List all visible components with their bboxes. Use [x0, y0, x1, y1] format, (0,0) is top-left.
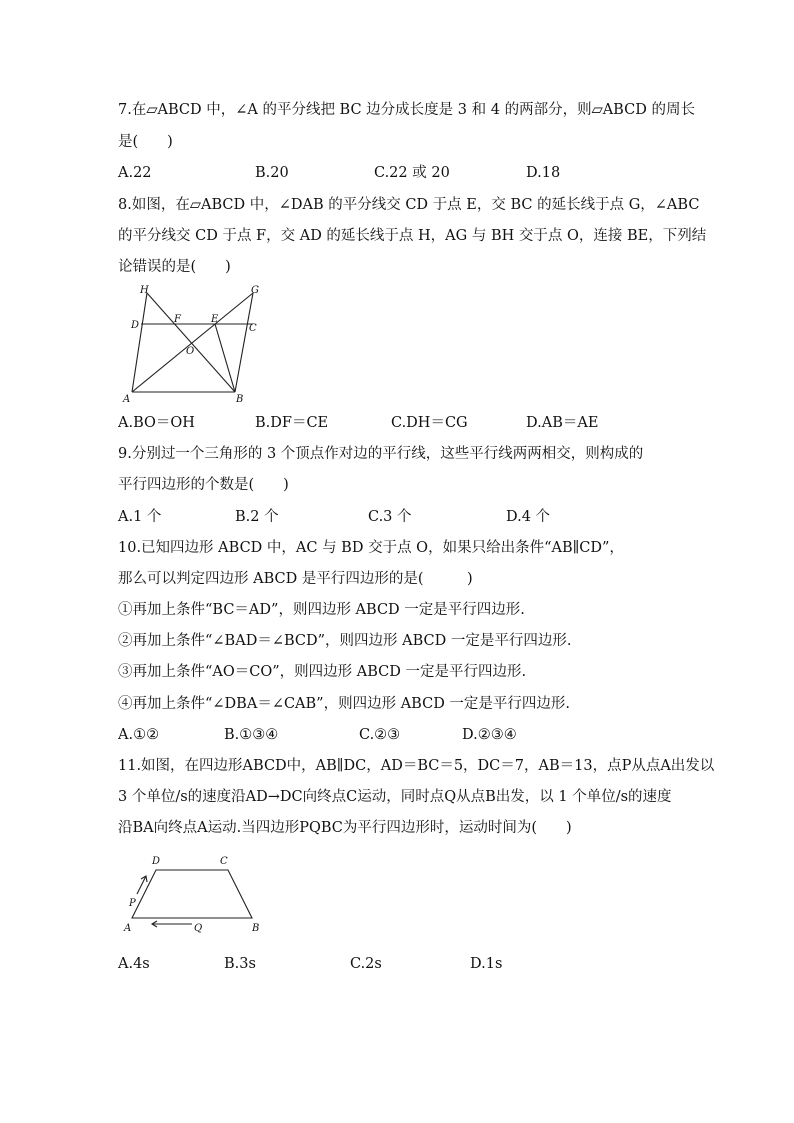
q11-option-d: D.1s	[470, 956, 503, 972]
q8-label-g: G	[251, 285, 259, 296]
q10-option-d: D.②③④	[462, 727, 517, 743]
q8-label-e: E	[211, 314, 219, 325]
q7-option-d: D.18	[526, 165, 561, 181]
q11-label-p: P	[129, 898, 136, 909]
q11-label-q: Q	[194, 923, 203, 934]
q7-option-b: B.20	[255, 165, 289, 181]
q8-label-f: F	[174, 314, 181, 325]
q11-stem-line-1: 11.如图，在四边形ABCD中，AB∥DC，AD＝BC＝5，DC＝7，AB＝13，点P从点A出发以	[118, 758, 715, 774]
q11-stem-line-3: 沿BA向终点A运动.当四边形PQBC为平行四边形时，运动时间为( )	[118, 820, 572, 836]
q10-option-b: B.①③④	[224, 727, 279, 743]
q10-item-2: ②再加上条件“∠BAD＝∠BCD”，则四边形 ABCD 一定是平行四边形.	[118, 633, 572, 649]
q8-stem-line-2: 的平分线交 CD 于点 F，交 AD 的延长线于点 H，AG 与 BH 交于点 O，连接 BE，下列结	[118, 228, 707, 244]
q8-segment-BH	[147, 293, 235, 392]
q9-option-a: A.1 个	[118, 509, 162, 525]
q7-option-a: A.22	[118, 165, 152, 181]
q8-option-b: B.DF＝CE	[255, 415, 329, 431]
q10-stem-line-2: 那么可以判定四边形 ABCD 是平行四边形的是( )	[118, 571, 473, 587]
q11-option-a: A.4s	[118, 956, 150, 972]
q8-option-a: A.BO＝OH	[118, 415, 195, 431]
q8-segment-AH	[132, 293, 147, 392]
q7-option-c: C.22 或 20	[374, 165, 450, 181]
q11-option-b: B.3s	[224, 956, 256, 972]
q10-option-a: A.①②	[118, 727, 160, 743]
q11-trapezoid-figure	[118, 852, 268, 936]
q10-item-1: ①再加上条件“BC＝AD”，则四边形 ABCD 一定是平行四边形.	[118, 602, 525, 618]
q8-option-d: D.AB＝AE	[526, 415, 599, 431]
q9-option-b: B.2 个	[235, 509, 279, 525]
q8-label-a: A	[123, 394, 131, 405]
q9-stem-line-1: 9.分别过一个三角形的 3 个顶点作对边的平行线，这些平行线两两相交，则构成的	[118, 446, 644, 462]
q8-label-d: D	[131, 320, 140, 331]
q9-option-c: C.3 个	[368, 509, 412, 525]
q11-stem-line-2: 3 个单位/s的速度沿AD→DC向终点C运动，同时点Q从点B出发，以 1 个单位/s的速度	[118, 789, 672, 805]
q10-stem-line-1: 10.已知四边形 ABCD 中，AC 与 BD 交于点 O，如果只给出条件“AB∥CD”，	[118, 540, 624, 556]
q8-option-c: C.DH＝CG	[391, 415, 468, 431]
q11-option-c: C.2s	[350, 956, 382, 972]
q8-label-b: B	[236, 394, 244, 405]
q7-stem-line-2: 是( )	[118, 134, 173, 150]
q11-label-c: C	[220, 856, 228, 867]
q11-label-d: D	[152, 856, 161, 867]
q7-stem-line-1: 7.在▱ABCD 中，∠A 的平分线把 BC 边分成长度是 3 和 4 的两部分，则▱ABCD 的周长	[118, 102, 695, 118]
q8-label-c: C	[249, 323, 257, 334]
q8-segment-BG	[235, 293, 253, 392]
q9-stem-line-2: 平行四边形的个数是( )	[118, 477, 289, 493]
q8-label-h: H	[140, 285, 149, 296]
q8-stem-line-3: 论错误的是( )	[118, 259, 231, 275]
q10-item-3: ③再加上条件“AO＝CO”，则四边形 ABCD 一定是平行四边形.	[118, 664, 527, 680]
q8-parallelogram-figure	[118, 282, 278, 408]
q8-segment-BE	[215, 324, 235, 392]
q9-option-d: D.4 个	[506, 509, 551, 525]
q8-stem-line-1: 8.如图，在▱ABCD 中，∠DAB 的平分线交 CD 于点 E，交 BC 的延长线于点 G，∠ABC	[118, 197, 700, 213]
q8-segment-AG	[132, 293, 253, 392]
q10-option-c: C.②③	[359, 727, 401, 743]
q11-label-b: B	[252, 923, 260, 934]
q11-trapezoid	[132, 870, 252, 918]
q8-label-o: O	[186, 346, 195, 357]
q11-label-a: A	[124, 923, 132, 934]
q10-item-4: ④再加上条件“∠DBA＝∠CAB”，则四边形 ABCD 一定是平行四边形.	[118, 696, 571, 712]
